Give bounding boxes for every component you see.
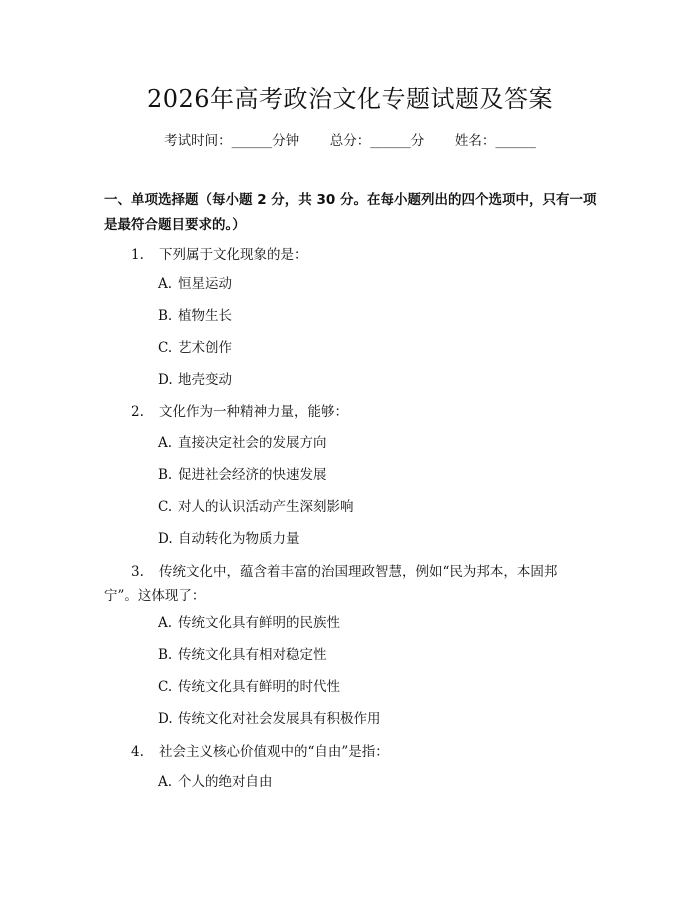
question-3-option-d bbox=[158, 709, 381, 729]
option-text: 直接决定社会的发展方向 bbox=[178, 435, 327, 451]
question-number: 1. bbox=[131, 247, 144, 263]
option-text: 促进社会经济的快速发展 bbox=[178, 467, 327, 483]
section-heading-single-choice: 一、单项选择题（每小题 2 分，共 30 分。在每小题列出的四个选项中，只有一项是最符合题目要求的。） bbox=[104, 192, 597, 233]
question-2-option-d bbox=[158, 529, 300, 549]
total-score-unit: 分 bbox=[410, 133, 425, 149]
question-text: 传统文化中，蕴含着丰富的治国理政智慧，例如“民为邦本，本固邦宁”。这体现了： bbox=[104, 564, 558, 604]
question-1-option-a bbox=[158, 274, 232, 294]
question-1-option-d bbox=[158, 370, 232, 390]
total-score-label: 总分： bbox=[329, 133, 371, 149]
student-name-blank: ______ bbox=[495, 133, 536, 149]
exam-time-field bbox=[164, 131, 299, 151]
question-2 bbox=[104, 400, 584, 424]
question-1-option-b bbox=[158, 306, 232, 326]
option-text: 个人的绝对自由 bbox=[178, 774, 273, 790]
question-3-option-a bbox=[158, 613, 340, 633]
option-text: 传统文化具有鲜明的时代性 bbox=[178, 679, 340, 695]
total-score-blank: ______ bbox=[370, 133, 411, 149]
exam-time-blank: ______ bbox=[231, 133, 273, 149]
student-name-field bbox=[455, 131, 536, 151]
question-text: 社会主义核心价值观中的“自由”是指： bbox=[159, 744, 389, 760]
exam-time-unit: 分钟 bbox=[272, 133, 300, 149]
question-number: 3. bbox=[131, 564, 144, 580]
question-3-option-b bbox=[158, 645, 327, 665]
option-letter: C. bbox=[158, 499, 173, 515]
option-text: 传统文化具有相对稳定性 bbox=[178, 647, 327, 663]
option-letter: D. bbox=[158, 711, 173, 727]
option-letter: C. bbox=[158, 679, 173, 695]
option-text: 恒星运动 bbox=[178, 276, 232, 292]
option-letter: A. bbox=[158, 615, 173, 631]
option-text: 自动转化为物质力量 bbox=[178, 531, 300, 547]
total-score-field bbox=[330, 131, 425, 151]
question-2-option-a bbox=[158, 433, 327, 453]
question-2-option-b bbox=[158, 465, 327, 485]
question-4 bbox=[104, 740, 584, 764]
option-text: 地壳变动 bbox=[178, 372, 232, 388]
exam-time-label: 考试时间： bbox=[164, 133, 232, 149]
question-3 bbox=[104, 560, 584, 608]
question-4-option-a bbox=[158, 772, 273, 792]
student-name-label: 姓名： bbox=[454, 133, 496, 149]
option-letter: B. bbox=[158, 647, 173, 663]
question-1 bbox=[104, 243, 584, 267]
option-letter: C. bbox=[158, 340, 173, 356]
option-text: 植物生长 bbox=[178, 308, 232, 324]
option-text: 传统文化具有鲜明的民族性 bbox=[178, 615, 340, 631]
option-letter: A. bbox=[158, 435, 173, 451]
option-letter: B. bbox=[158, 308, 173, 324]
option-letter: A. bbox=[158, 774, 173, 790]
question-1-option-c bbox=[158, 338, 232, 358]
option-text: 传统文化对社会发展具有积极作用 bbox=[178, 711, 381, 727]
question-3-option-c bbox=[158, 677, 340, 697]
option-letter: D. bbox=[158, 531, 173, 547]
question-number: 2. bbox=[131, 404, 144, 420]
question-text: 下列属于文化现象的是： bbox=[159, 247, 308, 263]
option-text: 艺术创作 bbox=[178, 340, 232, 356]
option-text: 对人的认识活动产生深刻影响 bbox=[178, 499, 354, 515]
page-title: 2026年高考政治文化专题试题及答案 bbox=[146, 85, 554, 113]
option-letter: A. bbox=[158, 276, 173, 292]
question-text: 文化作为一种精神力量，能够： bbox=[159, 404, 348, 420]
option-letter: D. bbox=[158, 372, 173, 388]
option-letter: B. bbox=[158, 467, 173, 483]
exam-info-line bbox=[0, 131, 700, 151]
question-2-option-c bbox=[158, 497, 354, 517]
question-number: 4. bbox=[131, 744, 144, 760]
